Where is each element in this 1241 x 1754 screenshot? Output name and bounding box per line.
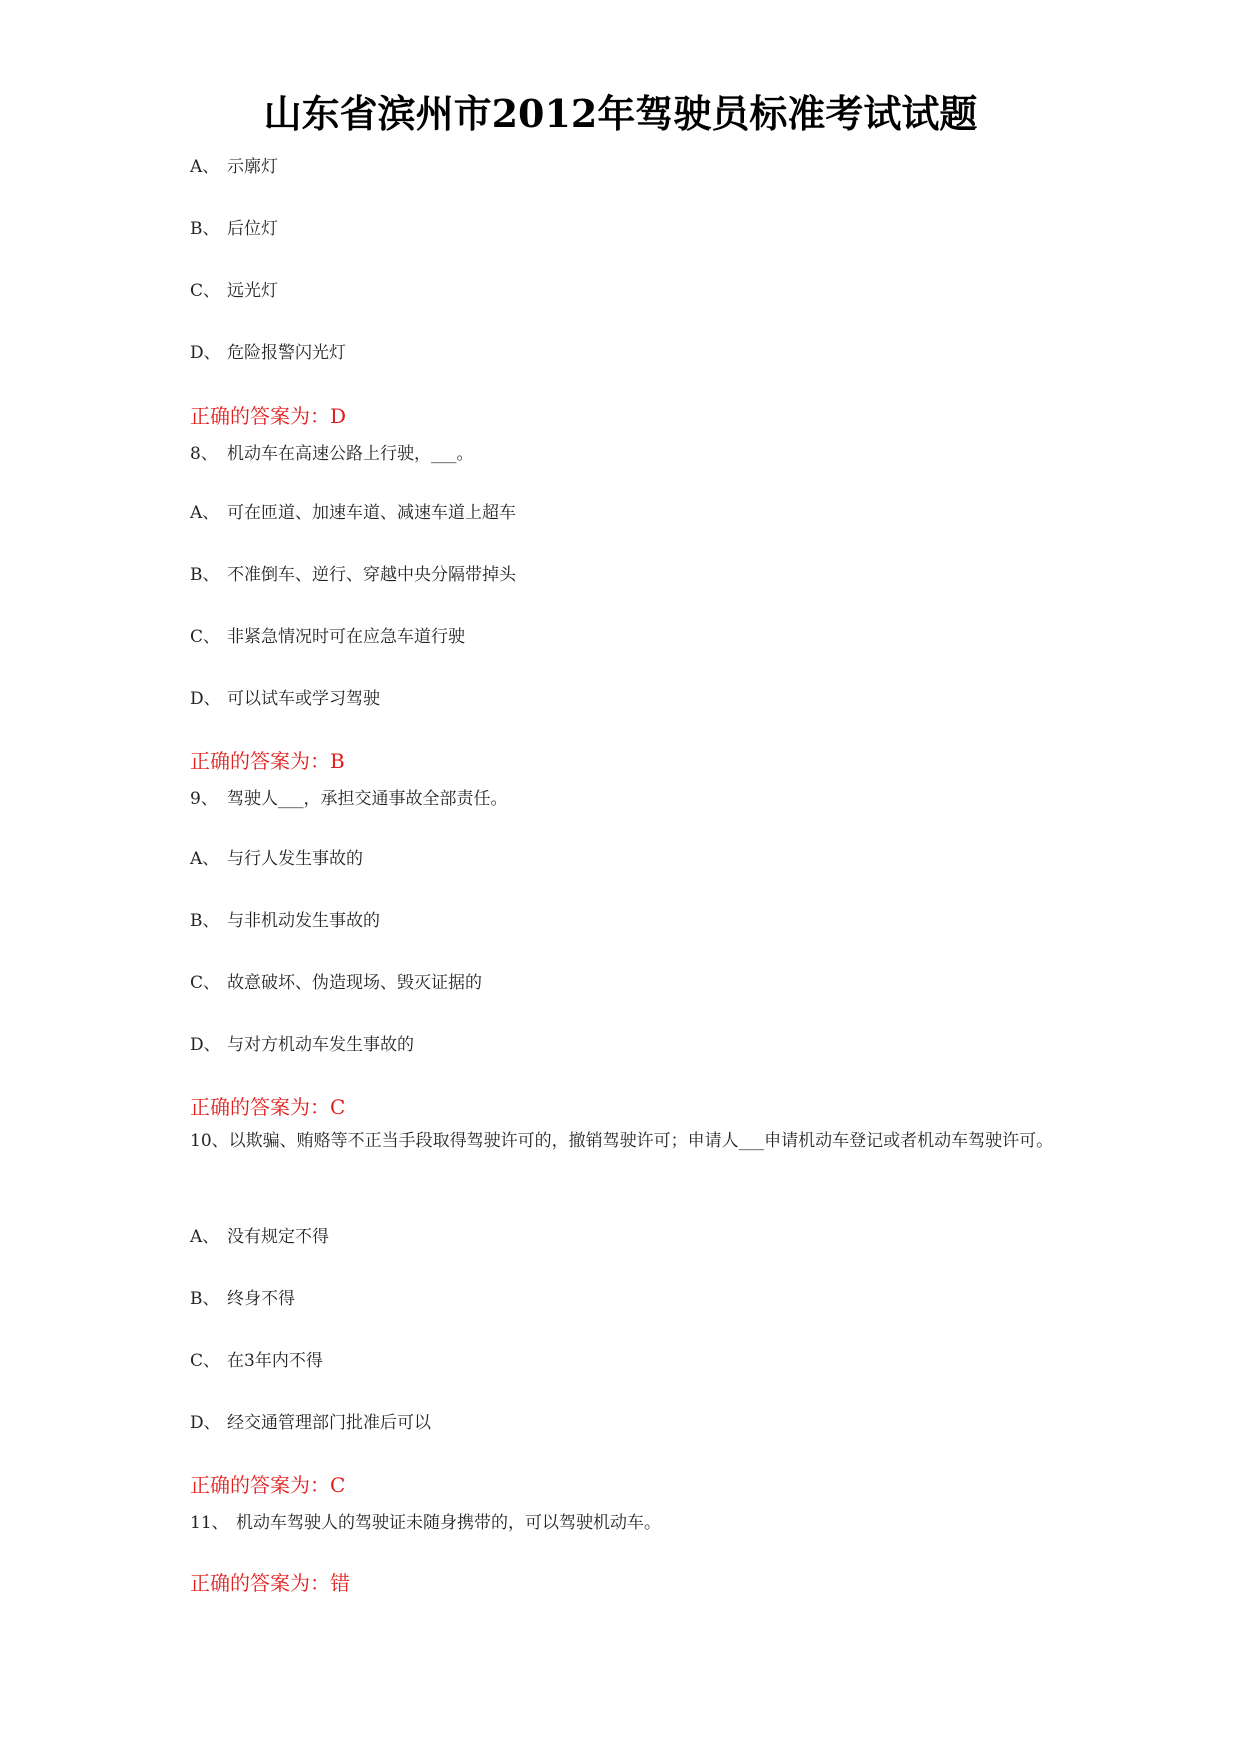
option-text: 可在匝道、加速车道、减速车道上超车: [227, 503, 516, 523]
answer-q8: 正确的答案为：B: [190, 749, 345, 773]
option-text: 可以试车或学习驾驶: [227, 689, 380, 709]
option-q9-b: [190, 910, 380, 932]
option-marker: A、: [190, 849, 220, 869]
option-q10-b: [190, 1288, 295, 1310]
option-marker: D、: [190, 1413, 221, 1433]
option-text: 不准倒车、逆行、穿越中央分隔带掉头: [227, 565, 516, 585]
option-marker: D、: [190, 689, 221, 709]
option-text: 非紧急情况时可在应急车道行驶: [227, 627, 465, 647]
answer-q7: 正确的答案为：D: [190, 404, 347, 428]
question-text: 驾驶人___，承担交通事故全部责任。: [227, 789, 508, 809]
question-text: 机动车驾驶人的驾驶证未随身携带的，可以驾驶机动车。: [236, 1513, 661, 1533]
option-text: 终身不得: [227, 1289, 295, 1309]
option-marker: B、: [190, 565, 220, 585]
option-q7-d: [190, 342, 346, 364]
option-q7-c: [190, 280, 278, 302]
option-text: 后位灯: [227, 219, 278, 239]
option-marker: C、: [190, 281, 221, 301]
option-text: 危险报警闪光灯: [227, 343, 346, 363]
option-text: 故意破坏、伪造现场、毁灭证据的: [227, 973, 482, 993]
question-number: 8、: [190, 444, 218, 464]
option-marker: B、: [190, 1289, 220, 1309]
question-9: [190, 788, 508, 810]
option-marker: A、: [190, 503, 220, 523]
option-q10-a: [190, 1226, 329, 1248]
option-text: 与对方机动车发生事故的: [227, 1035, 414, 1055]
option-q8-a: [190, 502, 516, 524]
question-8: [190, 443, 474, 465]
option-marker: D、: [190, 343, 221, 363]
option-text: 经交通管理部门批准后可以: [227, 1413, 431, 1433]
question-number: 9、: [190, 789, 218, 809]
question-text: 机动车在高速公路上行驶，___。: [227, 444, 474, 464]
option-q9-a: [190, 848, 363, 870]
answer-q10: 正确的答案为：C: [190, 1473, 346, 1497]
question-11: [190, 1512, 661, 1534]
option-q7-b: [190, 218, 278, 240]
option-q7-a: [190, 156, 278, 178]
option-q8-c: [190, 626, 465, 648]
option-q9-c: [190, 972, 482, 994]
option-marker: C、: [190, 1351, 221, 1371]
answer-q9: 正确的答案为：C: [190, 1095, 346, 1119]
option-text: 与非机动发生事故的: [227, 911, 380, 931]
option-marker: B、: [190, 219, 220, 239]
option-text: 与行人发生事故的: [227, 849, 363, 869]
option-q10-d: [190, 1412, 431, 1434]
option-text: 没有规定不得: [227, 1227, 329, 1247]
option-marker: A、: [190, 157, 220, 177]
option-marker: C、: [190, 627, 221, 647]
answer-q11: 正确的答案为：错: [190, 1571, 350, 1595]
question-number: 11、: [190, 1513, 229, 1533]
question-10: 10、以欺骗、贿赂等不正当手段取得驾驶许可的，撤销驾驶许可；申请人___申请机动车登记或者机动车驾驶许可。: [190, 1131, 1054, 1151]
option-text: 在3年内不得: [227, 1351, 323, 1371]
option-marker: B、: [190, 911, 220, 931]
option-marker: C、: [190, 973, 221, 993]
option-q10-c: [190, 1350, 323, 1372]
option-text: 远光灯: [227, 281, 278, 301]
option-q8-b: [190, 564, 516, 586]
page-title: 山东省滨州市2012年驾驶员标准考试试题: [263, 91, 978, 136]
option-q8-d: [190, 688, 380, 710]
option-q9-d: [190, 1034, 414, 1056]
option-marker: D、: [190, 1035, 221, 1055]
option-text: 示廓灯: [227, 157, 278, 177]
option-marker: A、: [190, 1227, 220, 1247]
